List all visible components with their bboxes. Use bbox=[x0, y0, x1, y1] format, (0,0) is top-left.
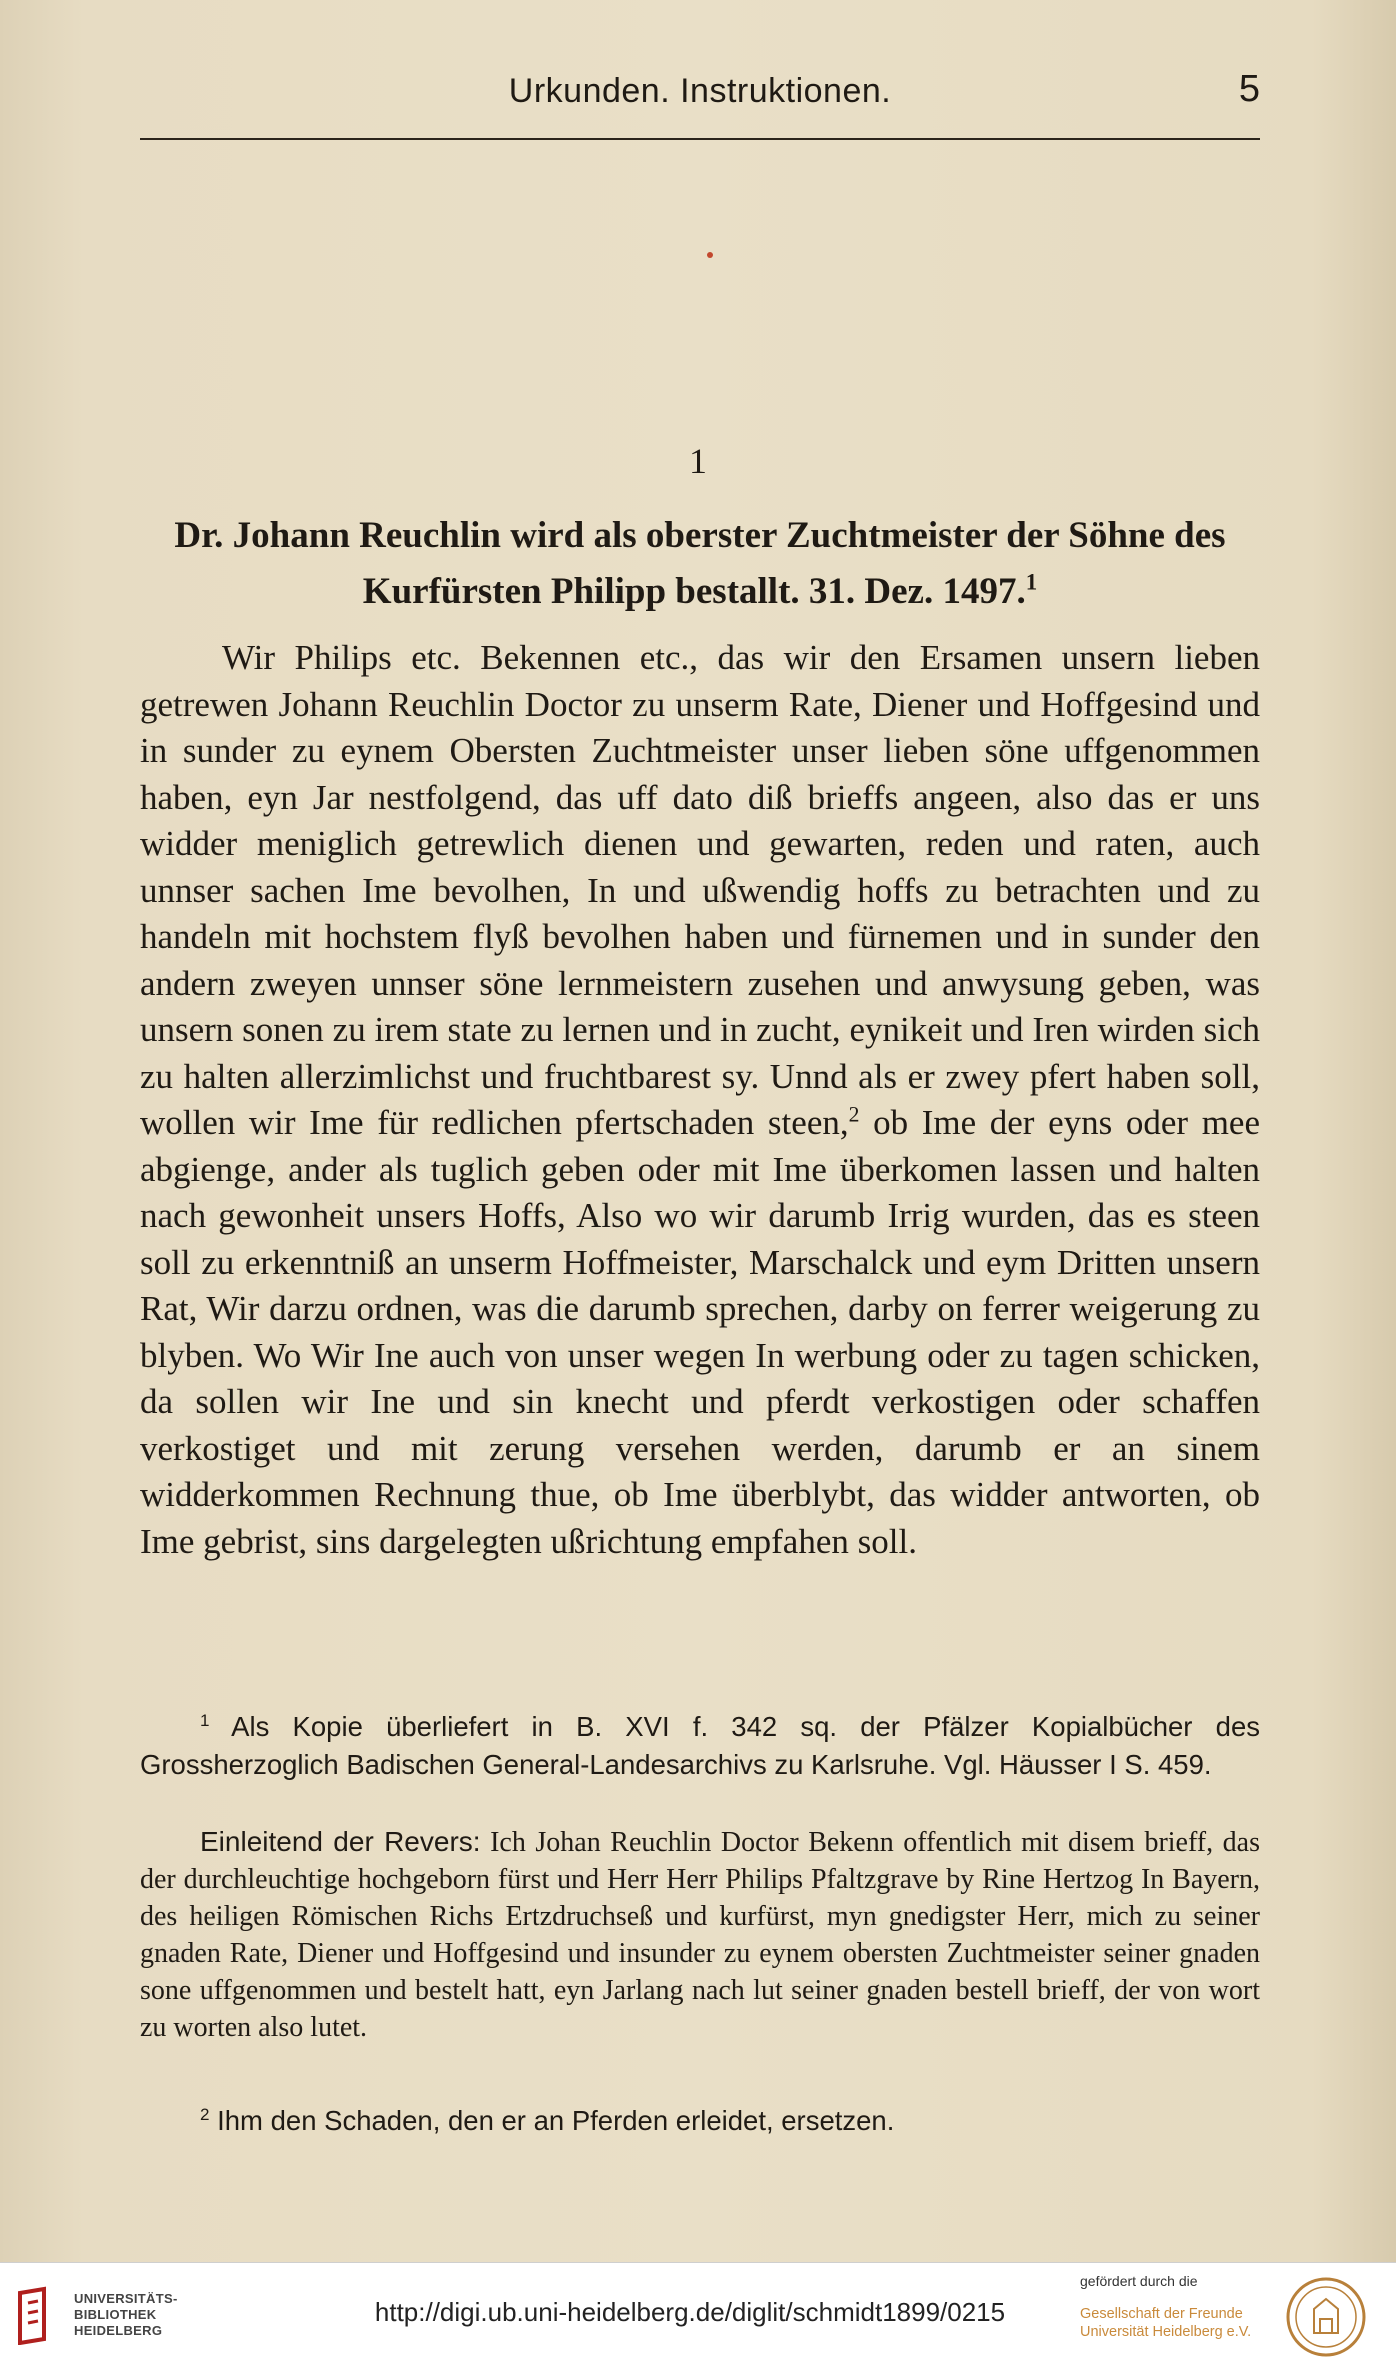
footnote-1-text: Als Kopie überliefert in B. XVI f. 342 sq. der Pfälzer Kopialbücher des Grossherzoglich Badischen General-Landesarchivs zu Karlsruhe. Vgl. Häusser I S. 459. bbox=[140, 1711, 1260, 1780]
title-footnote-mark: 1 bbox=[1025, 569, 1038, 595]
document-number: 1 bbox=[689, 441, 707, 481]
footnote-2-text: Ihm den Schaden, den er an Pferden erleidet, ersetzen. bbox=[217, 2105, 895, 2136]
quote-text: Ich Johan Reuchlin Doctor Bekenn offentlich mit disem brieff, das der durchleuchtige hochgeborn fürst und Herr Herr Philips Pfaltzgrave by Rine Hertzog In Bayern, des heiligen Römischen Richs Ertzdruchseß und kurfürst, myn gnedigster Herr, mich zu seiner gnaden Rate, Diener und Hoffgesind und insunder zu eynem obersten Zuchtmeister seiner gnaden sone uffgenommen und bestelt hatt, eyn Jarlang nach lut seiner gnaden bestell brieff, der von wort zu worten also lutet. bbox=[140, 1827, 1260, 2043]
title-line-2-text: Kurfürsten Philipp bestallt. 31. Dez. 1497. bbox=[362, 571, 1026, 612]
body-footnote-mark: 2 bbox=[848, 1102, 860, 1127]
charter-text-part-1: Wir Philips etc. Bekennen etc., das wir den Ersamen unsern lieben getrewen Johann Reuchlin Doctor zu unserm Rate, Diener und Hoffgesind und in sunder zu eynem Obersten Zuchtmeister unser lieben söne uffgenommen haben, eyn Jar nestfolgend, das uff dato diß brieffs angeen, also das er uns widder meniglich getrewlich dienen und gewarten, reden und raten, auch unnser sachen Ime bevolhen, In und ußwendig hoffs zu betrachten und zu handeln mit hochstem flyß bevolhen haben und fürnemen und in sunder den andern zweyen unnser söne lernmeistern zusehen und anwysung geben, was unsern sonen zu irem state zu lernen und in zucht, eynikeit und Iren wirden sich zu halten allerzimlichst und fruchtbarest sy. Unnd als er zwey pfert haben soll, wollen wir Ime für redlichen pfertschaden steen, bbox=[140, 638, 1260, 1142]
funder-name bbox=[1080, 2305, 1280, 2341]
footnote-1 bbox=[140, 1708, 1260, 1784]
library-name-line: UNIVERSITÄTS- bbox=[74, 2291, 178, 2306]
charter-text-part-2: ob Ime der eyns oder mee abgienge, ander als tuglich geben oder mit Ime überkomen lassen und halten nach gewonheit unsers Hoffs, Also wo wir darumb Irrig wurden, das es steen soll zu erkenntniß an unserm Hoffmeister, Marschalck und eym Dritten unsern Rat, Wir darzu ordnen, was die darumb sprechen, darby on ferrer weigerung zu blyben. Wo Wir Ine auch von unser wegen In werbung oder zu tagen schicken, da sollen wir Ine und sin knecht und pferdt verkostigen oder schaffen verkostiget und mit zerung versehen werden, darumb er an sinem widderkommen Rechnung thue, ob Ime überblybt, das widder antworten, ob Ime gebrist, sins dargelegten ußrichtung empfahen soll. bbox=[140, 1103, 1260, 1561]
funder-name-line: Universität Heidelberg e.V. bbox=[1080, 2324, 1252, 2340]
funder-name-line: Gesellschaft der Freunde bbox=[1080, 2306, 1243, 2322]
library-name-line: BIBLIOTHEK bbox=[74, 2307, 157, 2322]
footnote-2 bbox=[140, 2102, 1260, 2140]
ink-spot bbox=[707, 252, 713, 258]
quote-lead: Einleitend der Revers: bbox=[200, 1826, 481, 1857]
footer-bar bbox=[0, 2262, 1396, 2365]
running-header bbox=[140, 68, 1260, 124]
library-logo bbox=[14, 2285, 64, 2345]
header-rule bbox=[140, 138, 1260, 140]
funded-by-label: gefördert durch die bbox=[1080, 2273, 1198, 2289]
library-name-line: HEIDELBERG bbox=[74, 2323, 163, 2338]
university-seal-icon bbox=[1284, 2275, 1368, 2359]
title-line-1: Dr. Johann Reuchlin wird als oberster Zuchtmeister der Söhne des bbox=[174, 515, 1226, 556]
running-title: Urkunden. Instruktionen. bbox=[508, 72, 892, 110]
page-number: 5 bbox=[1238, 68, 1260, 110]
footnote-2-mark: 2 bbox=[200, 2104, 210, 2124]
permalink-url[interactable]: http://digi.ub.uni-heidelberg.de/diglit/schmidt1899/0215 bbox=[374, 2297, 1006, 2327]
document-title bbox=[140, 508, 1260, 620]
title-line-2 bbox=[140, 564, 1260, 620]
footnote-1-quote bbox=[140, 1823, 1260, 2046]
charter-text bbox=[140, 635, 1260, 1565]
library-name bbox=[74, 2291, 234, 2339]
footnote-1-mark: 1 bbox=[200, 1710, 210, 1730]
